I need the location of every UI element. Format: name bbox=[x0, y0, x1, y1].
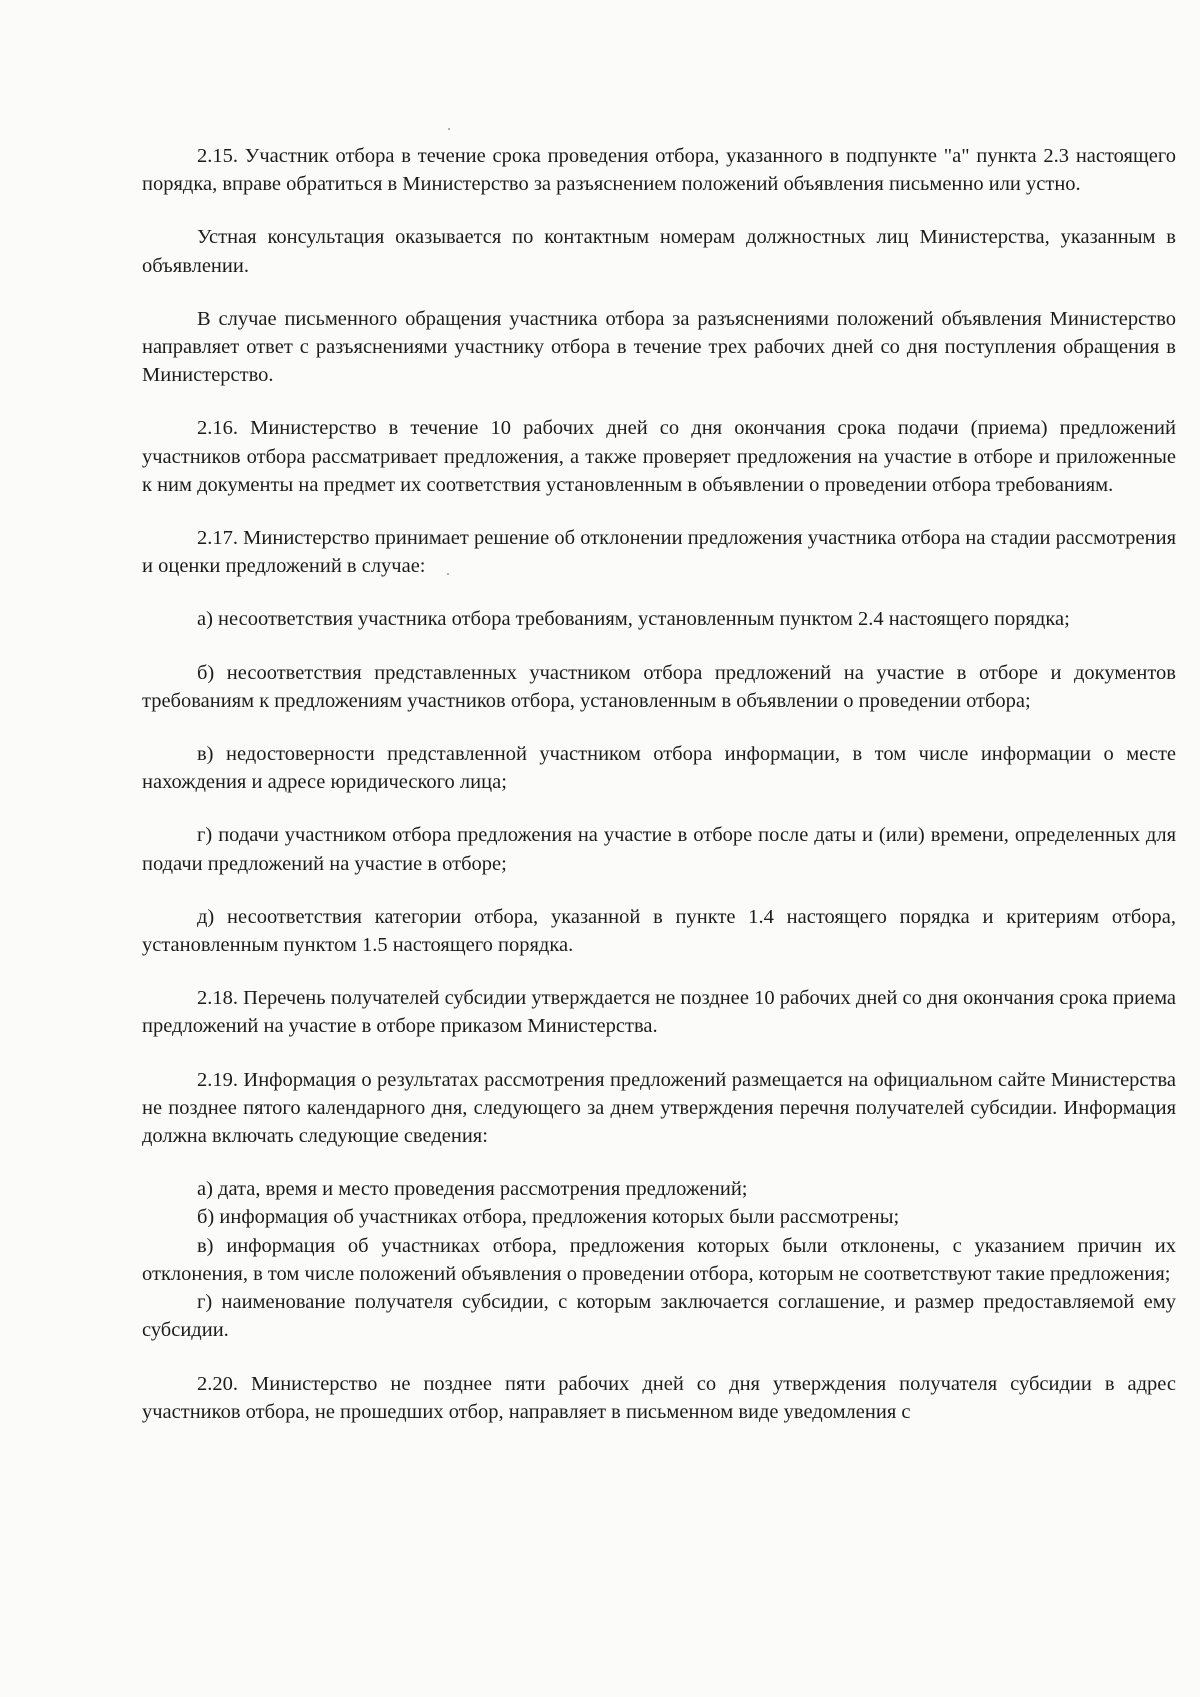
document-body bbox=[142, 142, 1176, 1426]
paragraph-2-17-b: б) несоответствия представленных участником отбора предложений на участие в отборе и документов требованиям к предложениям участников отбора, установленным в объявлении о проведении отбора; bbox=[142, 661, 1176, 712]
paragraph-2-17-g: г) подачи участником отбора предложения на участие в отборе после даты и (или) времени, определенных для подачи предложений на участие в отборе; bbox=[142, 824, 1176, 875]
scan-speck bbox=[448, 128, 450, 130]
paragraph-written-request: В случае письменного обращения участника отбора за разъяснениями положений объявления Министерство направляет ответ с разъяснениями участнику отбора в течение трех рабочих дней со дня поступления обращения в Министерство. bbox=[142, 307, 1176, 387]
paragraph-2-17-d: д) несоответствия категории отбора, указанной в пункте 1.4 настоящего порядка и критериям отбора, установленным пунктом 1.5 настоящего порядка. bbox=[142, 905, 1176, 957]
paragraph-2-20: 2.20. Министерство не позднее пяти рабочих дней со дня утверждения получателя субсидии в адрес участников отбора, не прошедших отбор, направляет в письменном виде уведомления с bbox=[142, 1372, 1176, 1423]
list-item-2-19-g: г) наименование получателя субсидии, с которым заключается соглашение, и размер предоставляемой ему субсидии. bbox=[142, 1291, 1176, 1342]
list-item-2-19-b: б) информация об участниках отбора, предложения которых были рассмотрены; bbox=[197, 1206, 900, 1229]
list-item-2-19-a: а) дата, время и место проведения рассмотрения предложений; bbox=[197, 1178, 748, 1201]
paragraph-2-17-a: а) несоответствия участника отбора требованиям, установленным пунктом 2.4 настоящего порядка; bbox=[197, 608, 1070, 631]
paragraph-2-19: 2.19. Информация о результатах рассмотрения предложений размещается на официальном сайте Министерства не позднее пятого календарного дня, следующего за днем утверждения перечня получателей субсидии. Информация должна включать следующие сведения: bbox=[142, 1068, 1176, 1148]
list-item-2-19-v: в) информация об участниках отбора, предложения которых были отклонены, с указанием причин их отклонения, в том числе положений объявления о проведении отбора, которым не соответствуют такие предложения; bbox=[142, 1234, 1176, 1285]
paragraph-2-18: 2.18. Перечень получателей субсидии утверждается не позднее 10 рабочих дней со дня окончания срока приема предложений на участие в отборе приказом Министерства. bbox=[142, 987, 1176, 1038]
paragraph-2-17-v: в) недостоверности представленной участником отбора информации, в том числе информации о месте нахождения и адресе юридического лица; bbox=[142, 743, 1176, 794]
paragraph-2-16: 2.16. Министерство в течение 10 рабочих дней со дня окончания срока подачи (приема) предложений участников отбора рассматривает предложения, а также проверяет предложения на участие в отборе и приложенные к ним документы на предмет их соответствия установленным в объявлении о проведении отбора требованиям. bbox=[142, 417, 1176, 496]
paragraph-2-17: 2.17. Министерство принимает решение об отклонении предложения участника отбора на стадии рассмотрения и оценки предложений в случае: bbox=[142, 527, 1176, 578]
paragraph-2-15: 2.15. Участник отбора в течение срока проведения отбора, указанного в подпункте "а" пункта 2.3 настоящего порядка, вправе обратиться в Министерство за разъяснением положений объявления письменно или устно. bbox=[142, 145, 1176, 196]
paragraph-oral-consultation: Устная консультация оказывается по контактным номерам должностных лиц Министерства, указанным в объявлении. bbox=[142, 226, 1176, 277]
